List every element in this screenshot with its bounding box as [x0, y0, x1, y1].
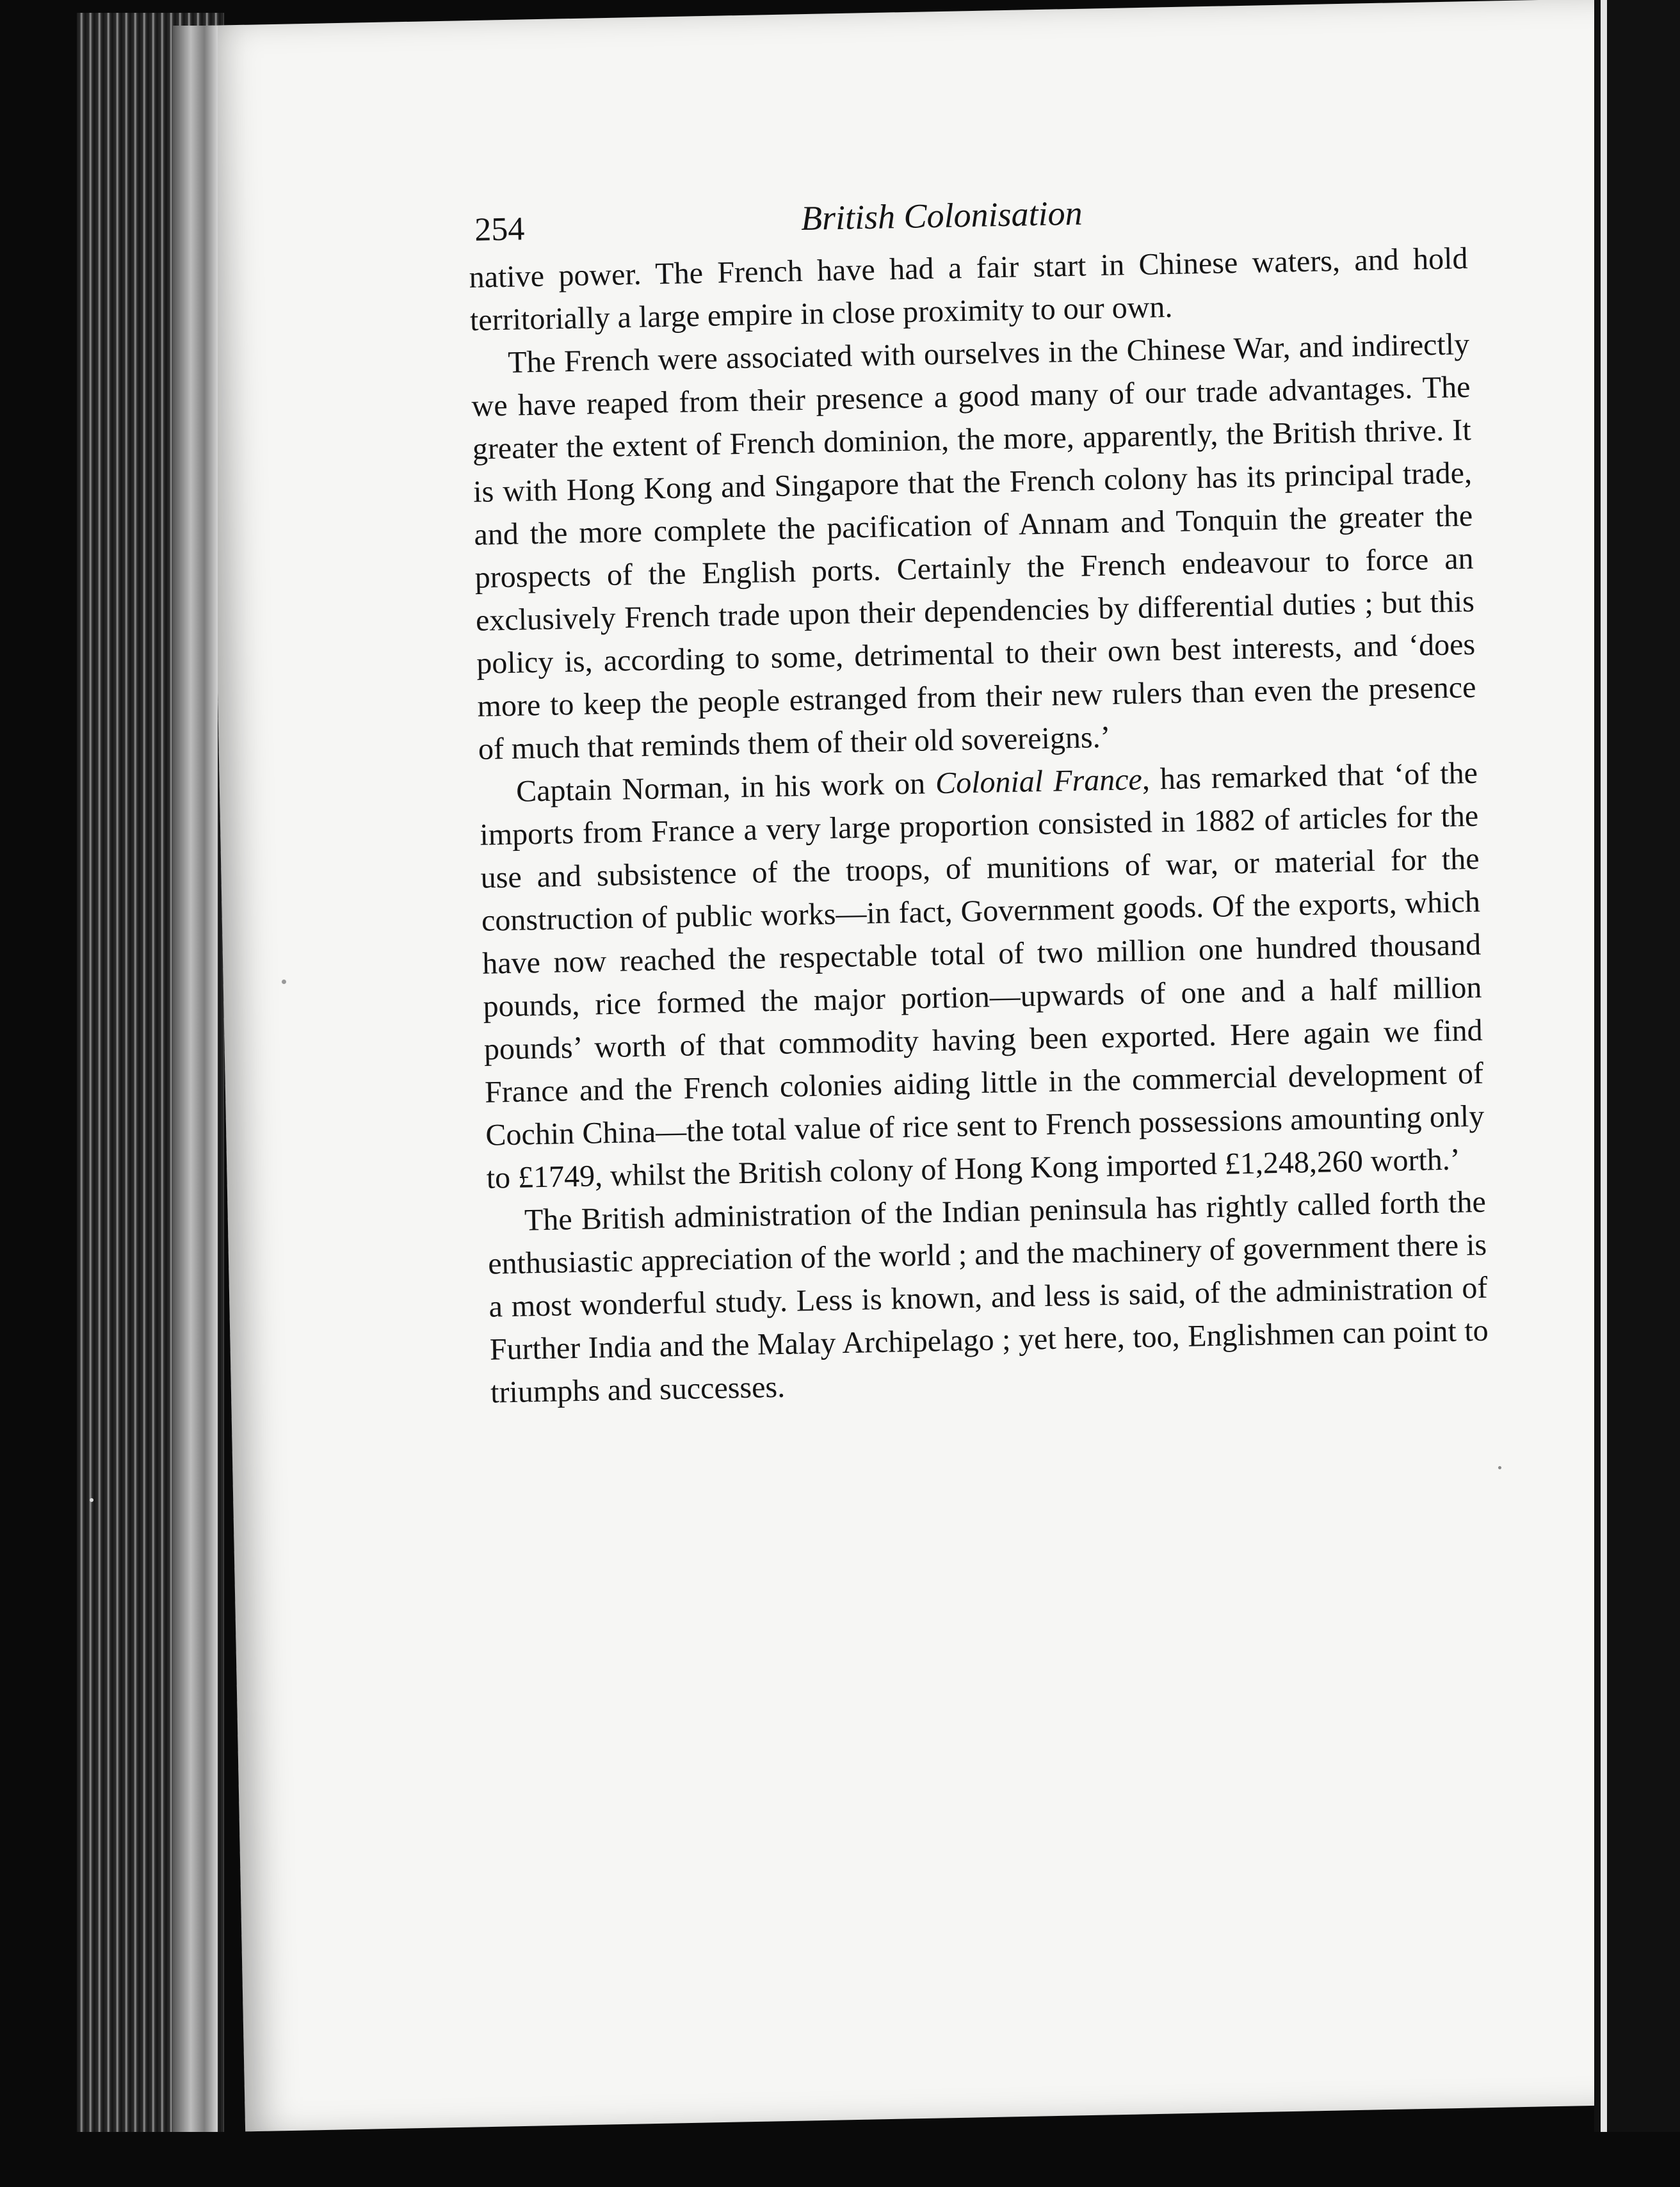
- running-title: British Colonisation: [800, 193, 1083, 238]
- scan-speck: [1498, 1466, 1501, 1469]
- page-number: 254: [474, 211, 525, 248]
- page-text-block: [467, 166, 1490, 1414]
- paragraph-4: The British administration of the Indian peninsula has rightly called forth the enthusiastic appreciation of the world ; and the machinery of government there is a most wonderful study. Less is known, and less is said, of the administration of Further India and the Malay Archipelago ; yet here, too, Englishmen can point to triumphs and successes.: [487, 1184, 1489, 1410]
- paragraph-3: [479, 752, 1486, 1200]
- right-facing-page-edge: [1601, 0, 1607, 2187]
- paragraph-3-rest: , has remarked that ‘of the imports from France a very large proportion consisted in 1882 of articles for the use and subsistence of the troops, of munitions of war, or material for the construction of public works—in fact, Government goods. Of the exports, which have now reached the respectable total of two million one hundred thousand pounds, rice formed the major portion—upwards of one and a half million pounds’ worth of that commodity having been exported. Here again we find France and the French colonies aiding little in the commercial development of Cochin China—the total value of rice sent to French possessions amounting only to £1749, whilst the British colony of Hong Kong imported £1,248,260 worth.’: [479, 755, 1485, 1195]
- scan-speck: [282, 980, 286, 984]
- right-gutter: [1594, 0, 1680, 2187]
- paragraph-1: native power. The French have had a fair start in Chinese waters, and hold territorially a large empire in close proximity to our own.: [469, 241, 1468, 337]
- paragraph-3-lead: Captain Norman, in his work on: [515, 766, 936, 809]
- paragraph-2: The French were associated with ourselves in the Chinese War, and indirectly we have reaped from their presence a good many of our trade advantages. The greater the extent of French dominion, the more, apparently, the British thrive. It is with Hong Kong and Singapore that the French colony has its principal trade, and the more complete the pacification of Annam and Tonquin the greater the prospects of the English ports. Certainly the French endeavour to force an exclusively French trade upon their dependencies by differential duties ; but this policy is, according to some, detrimental to their own best interests, and ‘does more to keep the people estranged from their new rulers than even the presence of much that reminds them of their old sovereigns.’: [471, 327, 1476, 766]
- book-title-colonial-france: Colonial France: [935, 762, 1143, 801]
- bottom-margin-shadow: [0, 2132, 1680, 2187]
- page-fore-edge: [173, 26, 218, 2132]
- scan-speck: [90, 1498, 93, 1502]
